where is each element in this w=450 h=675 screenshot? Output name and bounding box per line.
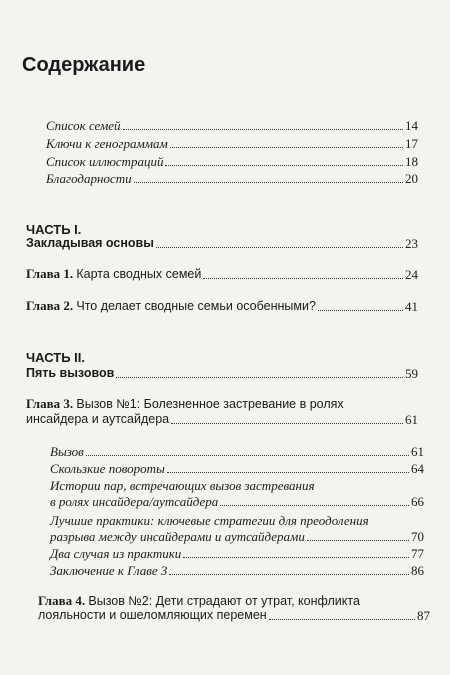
toc-entry-slippery-turns[interactable] (50, 461, 424, 476)
toc-leader (171, 423, 403, 424)
toc-entry-title: Вызов (50, 444, 84, 459)
toc-entry-title: Закладывая основы (26, 236, 154, 250)
toc-entry-chapter4[interactable] (38, 608, 430, 623)
toc-leader (307, 540, 409, 541)
toc-entry-title: Скользкие повороты (50, 461, 165, 476)
toc-page-number: 23 (405, 236, 418, 251)
toc-leader (203, 278, 403, 279)
toc-entry-title: Пять вызовов (26, 366, 115, 380)
toc-entry-title: Вызов №2: Дети страдают от утрат, конфликта (88, 594, 360, 608)
toc-page-number: 14 (405, 118, 418, 133)
page-title: Содержание (22, 54, 146, 76)
toc-entry-title: Два случая из практики (50, 546, 182, 561)
toc-leader (167, 472, 409, 473)
toc-entry-title: Заключение к Главе 3 (50, 563, 168, 578)
toc-leader (170, 147, 403, 148)
chapter-label: Глава 1. (26, 266, 74, 281)
toc-entry-best-practices-line1[interactable]: Лучшие практики: ключевые стратегии для преодоления (50, 513, 369, 528)
toc-page-number: 86 (411, 563, 424, 578)
toc-leader (183, 557, 409, 558)
toc-entry-title: Список семей (46, 118, 121, 133)
toc-entry-chapter2[interactable] (26, 298, 418, 314)
toc-page-number: 87 (417, 608, 430, 623)
toc-entry-chapter1[interactable] (26, 266, 418, 282)
chapter-label: Глава 4. (38, 593, 86, 608)
toc-entry-title: Что делает сводные семьи особенными? (76, 299, 316, 313)
chapter4-line1[interactable] (38, 593, 360, 609)
toc-entry-title: Вызов №1: Болезненное застревание в ролях (76, 397, 344, 411)
toc-leader (220, 505, 409, 506)
toc-entry-illustrations[interactable] (46, 154, 418, 169)
toc-page-number: 61 (405, 412, 418, 427)
toc-entry-couples-stories[interactable] (50, 494, 424, 509)
toc-entry-title: в ролях инсайдера/аутсайдера (50, 494, 219, 509)
toc-page-number: 41 (405, 299, 418, 314)
toc-entry-chapter3[interactable] (26, 412, 418, 427)
toc-leader (116, 377, 403, 378)
toc-entry-title-cont: инсайдера и аутсайдера (26, 412, 170, 426)
toc-entry-title-cont: лояльности и ошеломляющих перемен (38, 608, 267, 622)
toc-entry-acknowledgements[interactable] (46, 171, 418, 186)
toc-leader (165, 165, 403, 166)
toc-page-number: 66 (411, 494, 424, 509)
toc-leader (123, 129, 403, 130)
toc-entry-two-cases[interactable] (50, 546, 424, 561)
toc-entry-genogram-keys[interactable] (46, 136, 418, 151)
toc-leader (269, 619, 415, 620)
toc-page-number: 59 (405, 366, 418, 381)
toc-page-number: 61 (411, 444, 424, 459)
toc-leader (169, 574, 409, 575)
toc-page-number: 77 (411, 546, 424, 561)
toc-entry-title: Ключи к генограммам (46, 136, 168, 151)
toc-entry-title: Список иллюстраций (46, 154, 164, 169)
toc-page-number: 70 (411, 529, 424, 544)
toc-entry-best-practices[interactable] (50, 529, 424, 544)
chapter3-line1[interactable] (26, 396, 344, 412)
part-label: ЧАСТЬ I. (26, 222, 82, 237)
toc-entry-title: разрыва между инсайдерами и аутсайдерами (50, 529, 305, 544)
toc-leader (86, 455, 409, 456)
part-label: ЧАСТЬ II. (26, 350, 85, 365)
toc-page-number: 18 (405, 154, 418, 169)
toc-page-number: 24 (405, 267, 418, 282)
toc-page-number: 20 (405, 171, 418, 186)
toc-entry-title: Карта сводных семей (76, 267, 202, 281)
chapter-label: Глава 2. (26, 298, 74, 313)
toc-entry-challenge[interactable] (50, 444, 424, 459)
chapter-label: Глава 3. (26, 396, 74, 411)
toc-entry-part2[interactable] (26, 366, 418, 381)
toc-page-number: 17 (405, 136, 418, 151)
toc-leader (134, 182, 403, 183)
toc-leader (318, 310, 403, 311)
toc-entry-part1[interactable] (26, 236, 418, 251)
toc-entry-family-list[interactable] (46, 118, 418, 133)
toc-entry-title: Благодарности (46, 171, 132, 186)
toc-page-number: 64 (411, 461, 424, 476)
toc-entry-couples-stories-line1[interactable]: Истории пар, встречающих вызов застревания (50, 478, 315, 493)
toc-leader (156, 247, 403, 248)
toc-entry-chapter3-conclusion[interactable] (50, 563, 424, 578)
